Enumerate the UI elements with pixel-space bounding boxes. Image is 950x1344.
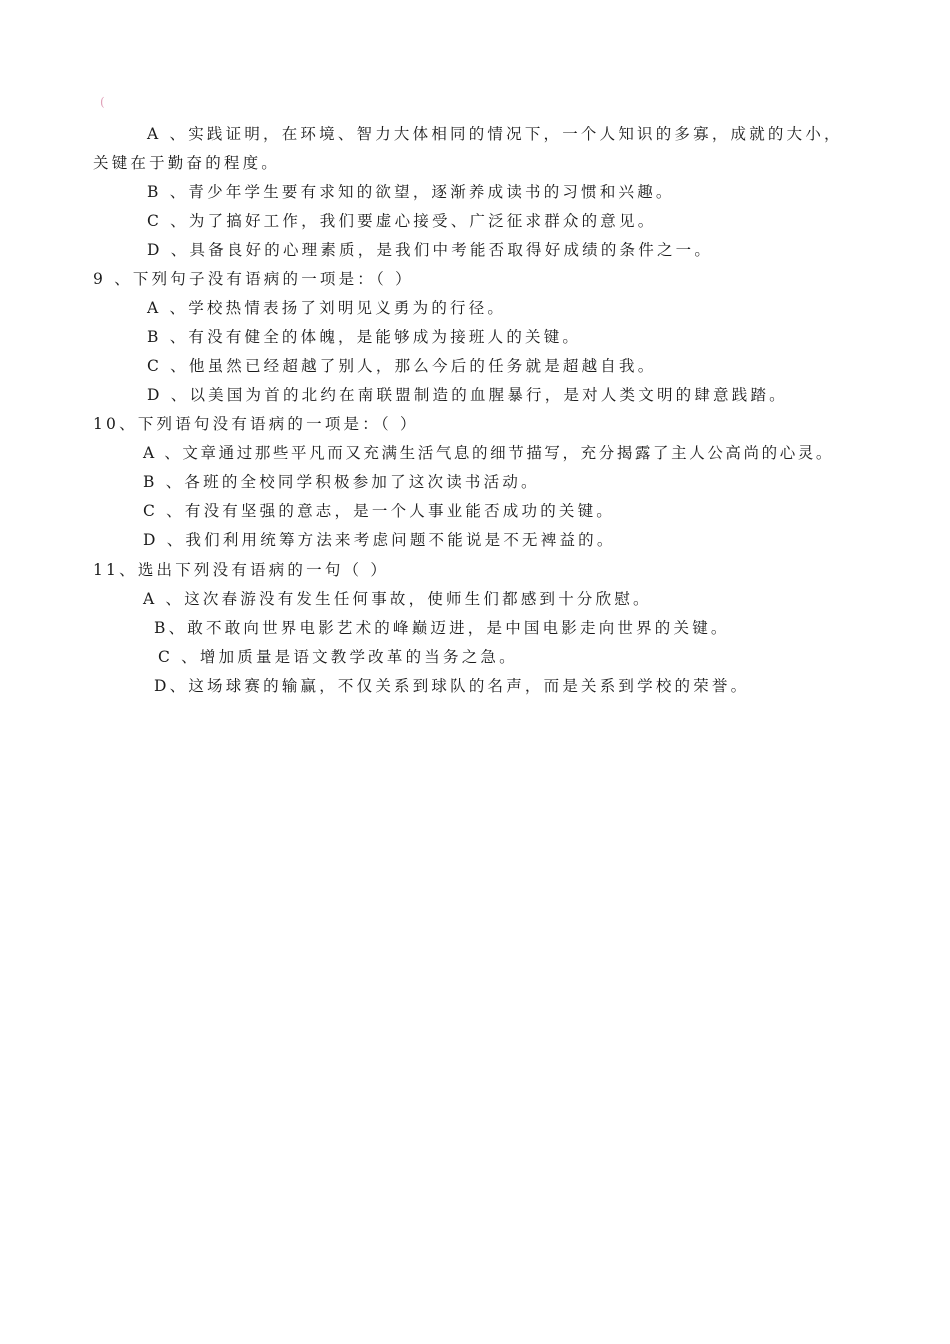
q11-stem: 11、选出下列没有语病的一句（ ） <box>93 561 390 579</box>
q10-stem: 10、下列语句没有语病的一项是：（ ） <box>93 415 419 433</box>
q11-option-b: B、敢不敢向世界电影艺术的峰巅迈进，是中国电影走向世界的关键。 <box>154 619 730 637</box>
q8-option-c: C 、为了搞好工作，我们要虚心接受、广泛征求群众的意见。 <box>147 212 657 230</box>
q9-option-d: D 、以美国为首的北约在南联盟制造的血腥暴行，是对人类文明的肆意践踏。 <box>147 386 788 404</box>
q10-option-d: D 、我们利用统筹方法来考虑问题不能说是不无裨益的。 <box>143 531 616 549</box>
q11-option-c: C 、增加质量是语文教学改革的当务之急。 <box>158 648 518 666</box>
margin-mark: ( <box>100 95 105 109</box>
q9-option-b: B 、有没有健全的体魄，是能够成为接班人的关键。 <box>147 328 582 346</box>
q10-option-b: B 、各班的全校同学积极参加了这次读书活动。 <box>143 473 540 491</box>
q8-option-a-cont: 关键在于勤奋的程度。 <box>93 154 281 172</box>
q9-option-c: C 、他虽然已经超越了别人，那么今后的任务就是超越自我。 <box>147 357 657 375</box>
q10-option-c: C 、有没有坚强的意志，是一个人事业能否成功的关键。 <box>143 502 615 520</box>
q11-option-a: A 、这次春游没有发生任何事故，使师生们都感到十分欣慰。 <box>143 590 652 608</box>
q8-option-b: B 、青少年学生要有求知的欲望，逐渐养成读书的习惯和兴趣。 <box>147 183 675 201</box>
q8-option-a: A 、实践证明，在环境、智力大体相同的情况下，一个人知识的多寡，成就的大小， <box>147 125 843 143</box>
q9-option-a: A 、学校热情表扬了刘明见义勇为的行径。 <box>147 299 507 317</box>
q10-option-a: A 、文章通过那些平凡而又充满生活气息的细节描写，充分揭露了主人公高尚的心灵。 <box>143 444 835 462</box>
q8-option-d: D 、具备良好的心理素质，是我们中考能否取得好成绩的条件之一。 <box>147 241 714 259</box>
q9-stem: 9 、下列句子没有语病的一项是：（ ） <box>93 270 414 288</box>
q11-option-d: D、这场球赛的输赢，不仅关系到球队的名声，而是关系到学校的荣誉。 <box>154 677 750 695</box>
